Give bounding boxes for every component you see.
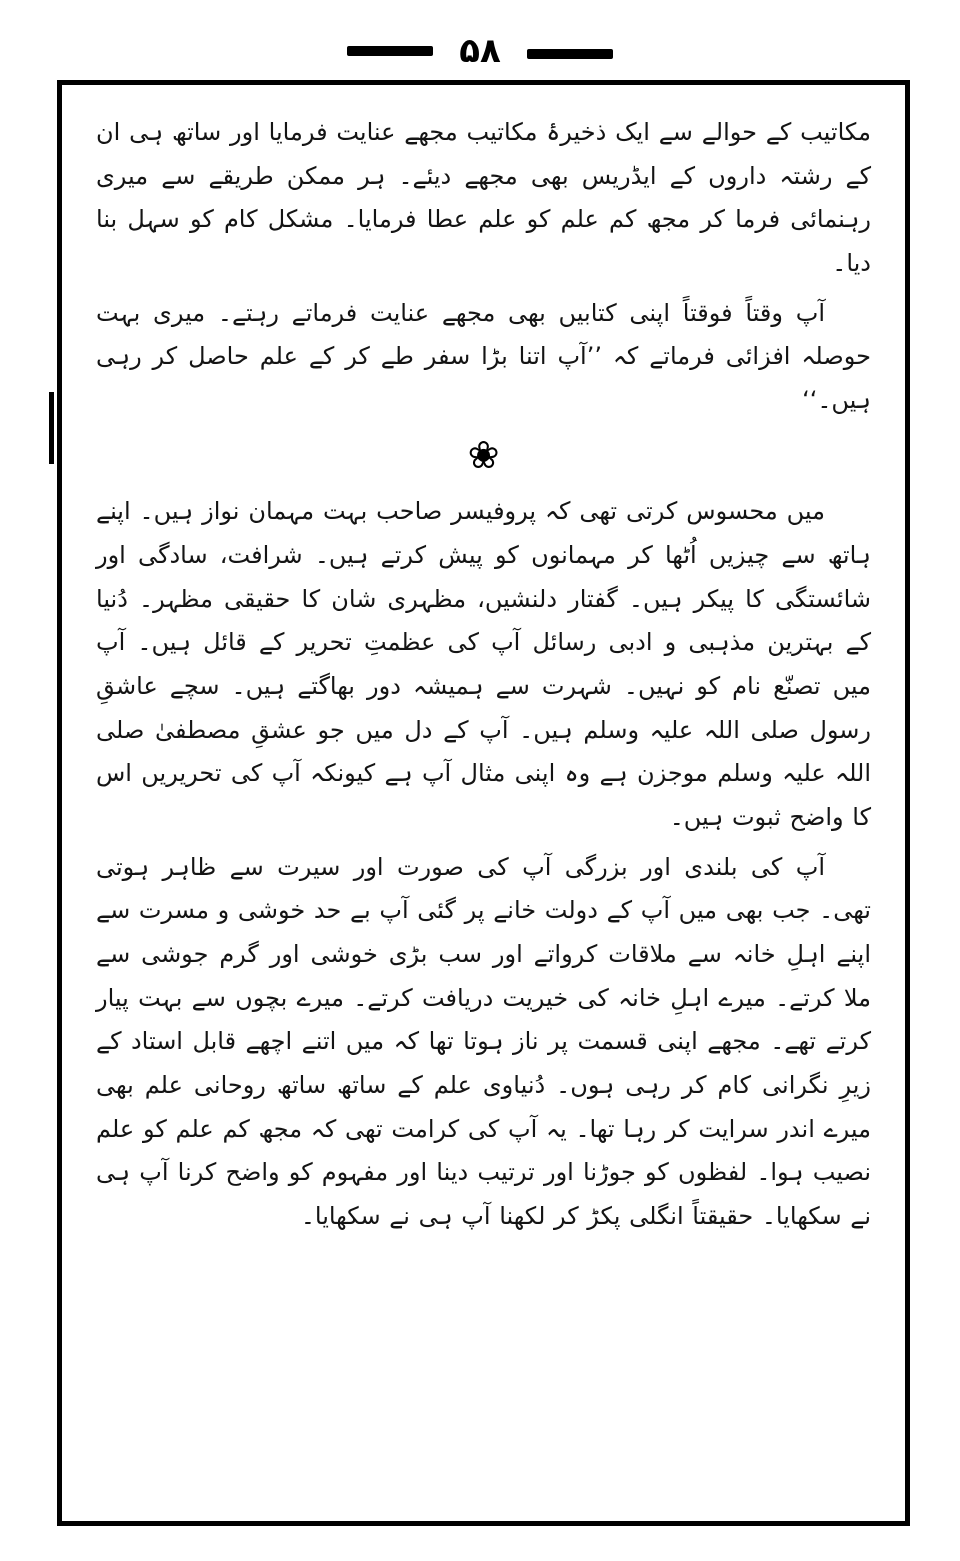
- paragraph: آپ وقتاً فوقتاً اپنی کتابیں بھی مجھے عنایت فرماتے رہتے۔ میری بہت حوصلہ افزائی فرماتے کہ ’’آپ اتنا بڑا سفر طے کر کے علم حاصل کر رہی ہیں۔‘‘: [96, 298, 871, 415]
- scan-artifact: [49, 392, 54, 464]
- paragraph: مکاتیب کے حوالے سے ایک ذخیرۂ مکاتیب مجھے عنایت فرمایا اور ساتھ ہی ان کے رشتہ داروں کے ایڈریس بھی مجھے دیئے۔ ہر ممکن طریقے سے میری رہنمائی فرما کر مجھ کم علم کو علم عطا فرمایا۔ مشکل کام کو سہل بنا دیا۔: [96, 118, 871, 278]
- right-rule-icon: [527, 49, 613, 59]
- page-header: [0, 31, 960, 71]
- page-number: ۵۸: [459, 31, 501, 71]
- flower-ornament-icon: ❀: [467, 432, 500, 477]
- paragraph: میں محسوس کرتی تھی کہ پروفیسر صاحب بہت مہمان نواز ہیں۔ اپنے ہاتھ سے چیزیں اُٹھا کر مہمانوں کو پیش کرتے ہیں۔ شرافت، سادگی اور شائستگی کا پیکر ہیں۔ گفتار دلنشیں، مظہری شان کا حقیقی مظہر۔ دُنیا کے بہترین مذہبی و ادبی رسائل آپ کی عظمتِ تحریر کے قائل ہیں۔ آپ میں تصنّع نام کو نہیں۔ شہرت سے ہمیشہ دور بھاگتے ہیں۔ سچے عاشقِ رسول صلی اللہ علیہ وسلم ہیں۔ آپ کے دل میں جو عشقِ مصطفیٰ صلی اللہ علیہ وسلم موجزن ہے وہ اپنی مثال آپ ہے کیونکہ آپ کی تحریریں اس کا واضح ثبوت ہیں۔: [96, 497, 871, 831]
- left-rule-icon: [347, 46, 433, 56]
- paragraph: آپ کی بلندی اور بزرگی آپ کی صورت اور سیرت سے ظاہر ہوتی تھی۔ جب بھی میں آپ کے دولت خانے پر گئی آپ بے حد خوشی و مسرت سے اپنے اہلِ خانہ سے ملاقات کرواتے اور سب بڑی خوشی اور گرم جوشی سے ملا کرتے۔ میرے اہلِ خانہ کی خیریت دریافت کرتے۔ میرے بچوں سے بہت پیار کرتے تھے۔ مجھے اپنی قسمت پر ناز ہوتا تھا کہ میں اتنے اچھے قابل استاد کے زیرِ نگرانی کام کر رہی ہوں۔ دُنیاوی علم کے ساتھ ساتھ روحانی علم بھی میرے اندر سرایت کر رہا تھا۔ یہ آپ کی کرامت تھی کہ مجھ کم علم کو علم نصیب ہوا۔ لفظوں کو جوڑنا اور ترتیب دینا اور مفہوم کو واضح کرنا آپ ہی نے سکھایا۔ حقیقتاً انگلی پکڑ کر لکھنا آپ ہی نے سکھایا۔: [96, 852, 871, 1231]
- page-body: [96, 111, 871, 1239]
- text-frame: [57, 80, 910, 1526]
